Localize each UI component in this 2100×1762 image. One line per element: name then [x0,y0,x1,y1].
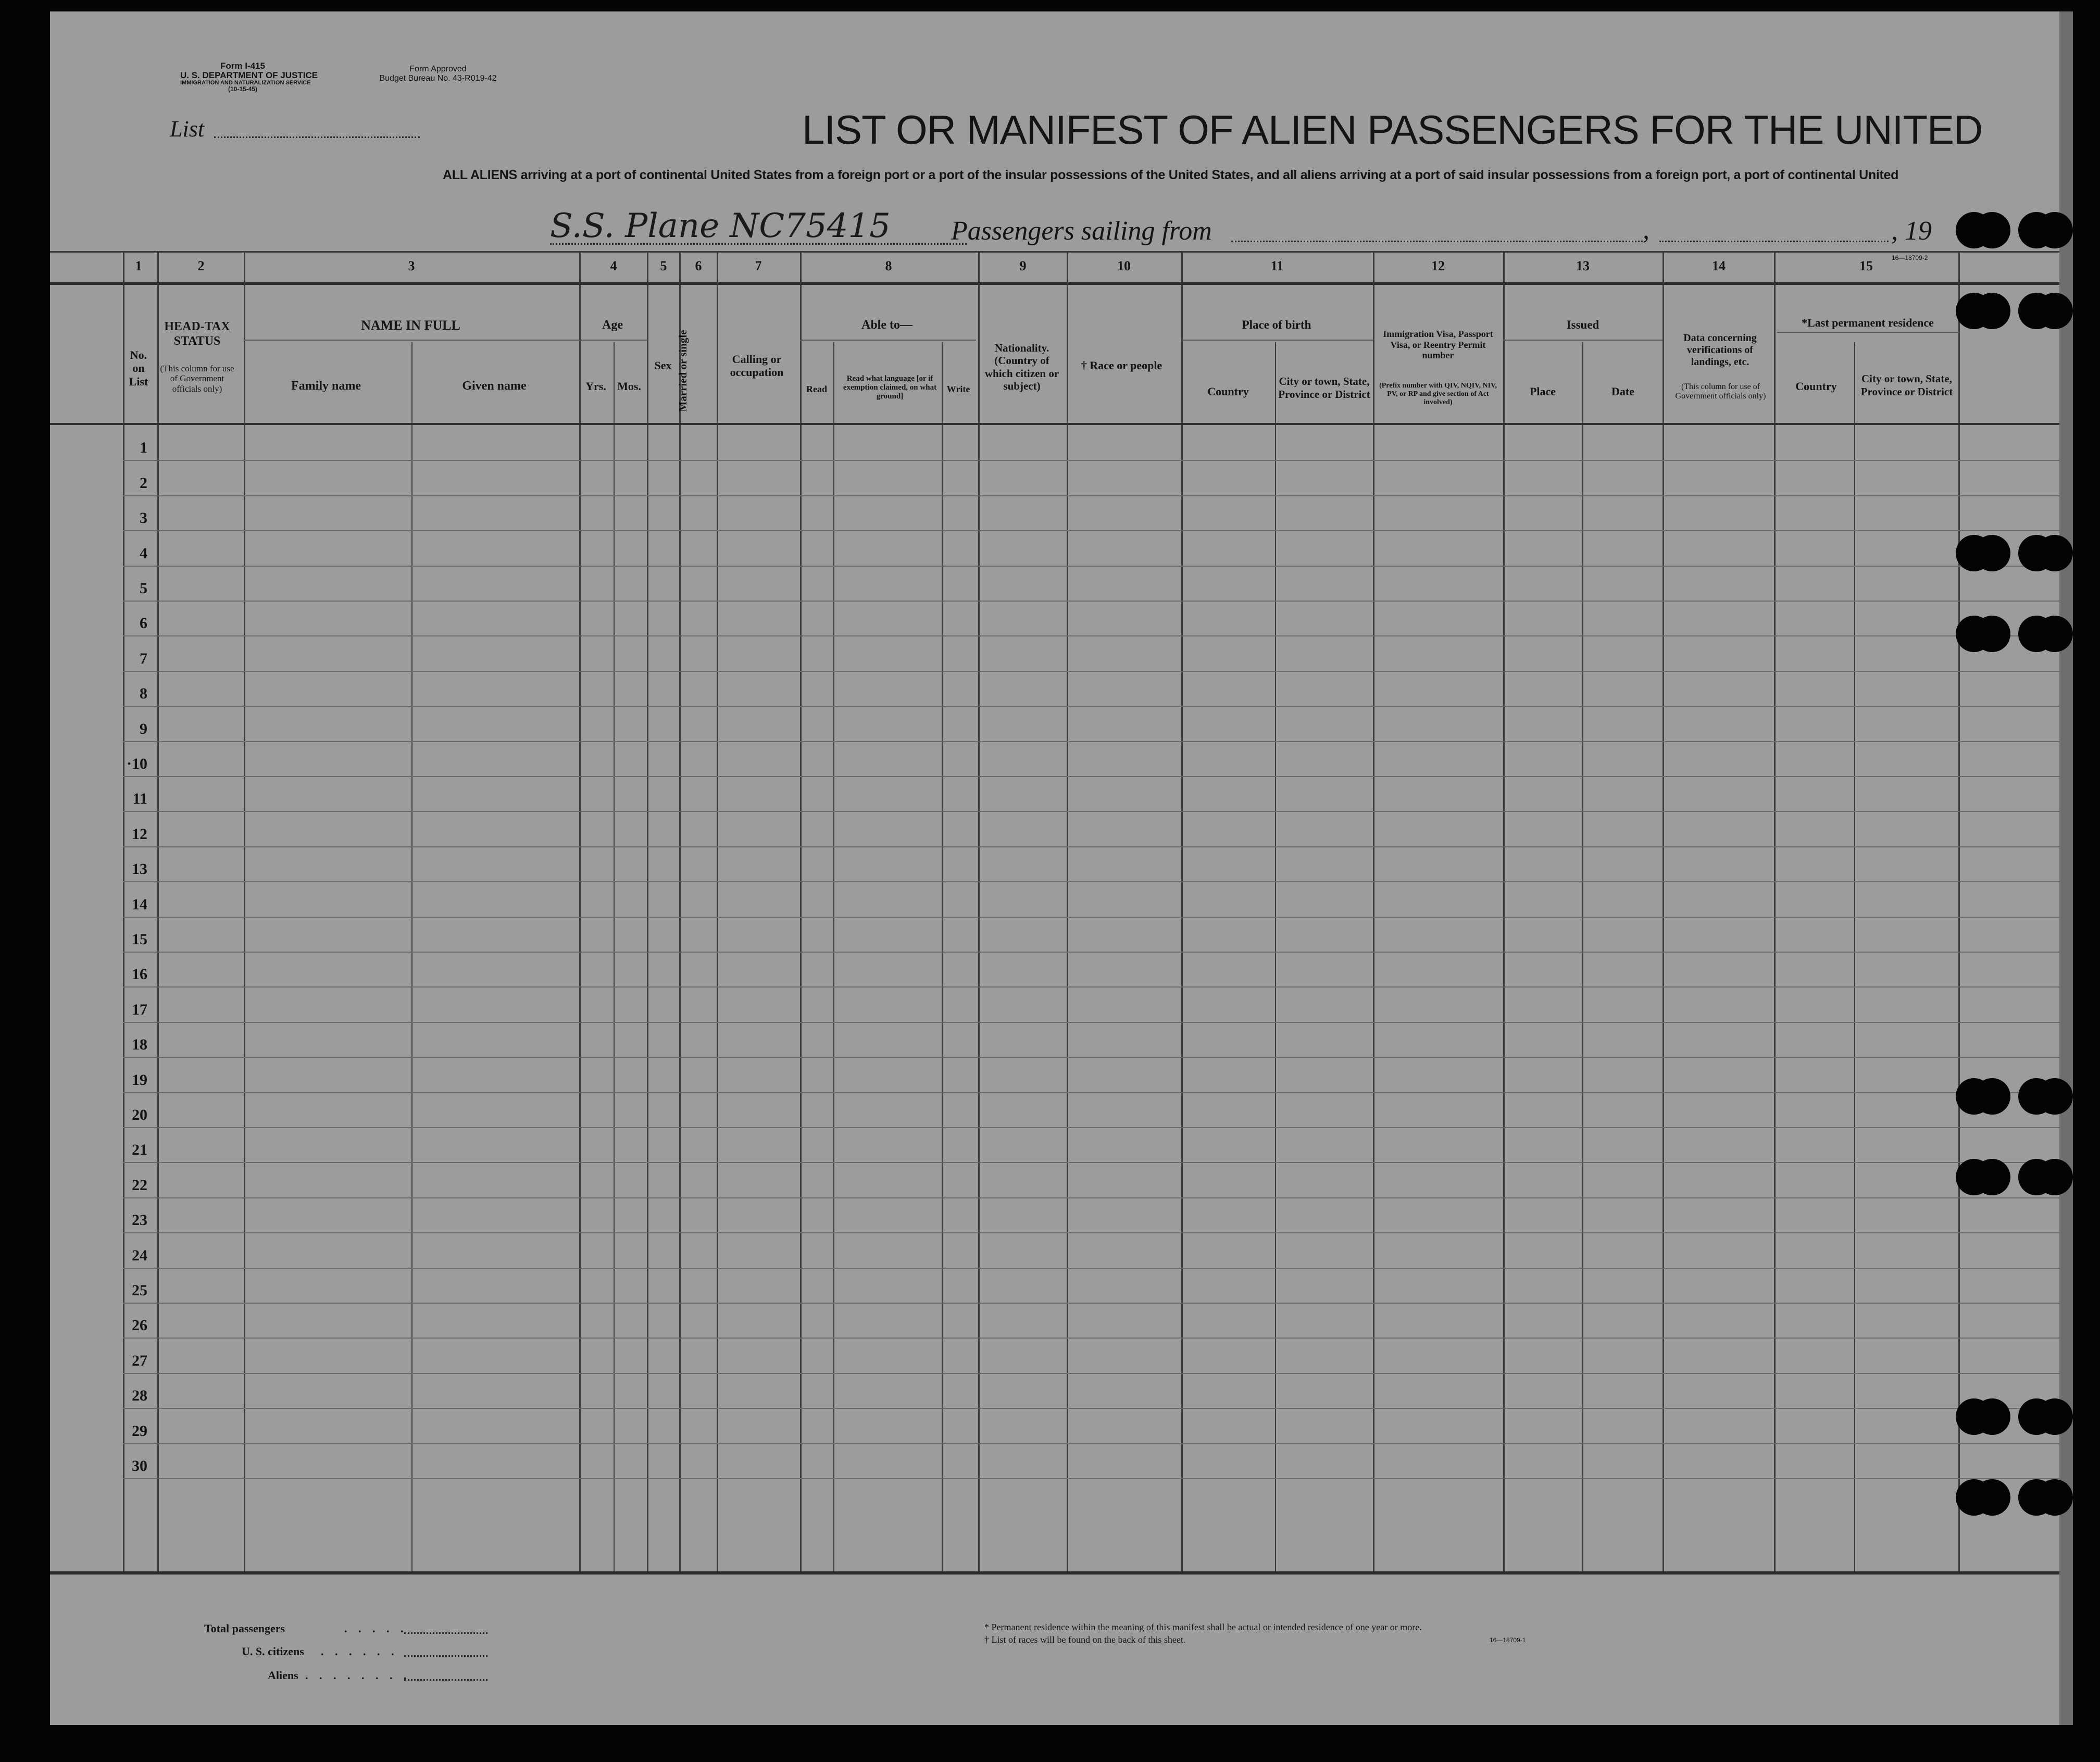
header-married: Married or single [676,330,689,412]
punch-hole [1974,535,2010,571]
column-number: 14 [1712,258,1726,273]
row-number: 25 [132,1282,147,1299]
table-row-rule [123,1268,2059,1269]
aliens-field[interactable] [404,1679,488,1681]
table-row-rule [123,495,2059,496]
column-rule [1067,252,1068,1573]
table-row-rule [123,671,2059,672]
column-number: 15 [1859,258,1873,273]
subtitle: ALL ALIENS arriving at a port of continental United States from a foreign port or a port of the insular possessions of the United States, and all aliens arriving at a port of said insular possessions from a foreign port, a port of continental United [443,168,1899,182]
vessel-line [550,243,967,245]
row-number: 12 [132,826,147,843]
column-number: 3 [408,258,415,273]
table-row-rule [123,1057,2059,1058]
punch-hole [2036,293,2073,329]
table-row-rule [123,986,2059,988]
punch-hole [2036,1479,2073,1516]
header-place-of-birth: Place of birth [1242,318,1311,332]
column-rule [1663,252,1664,1573]
punch-hole [2036,616,2073,652]
header-age: Age [602,318,623,332]
form-number: Form I-415 [220,61,265,71]
form-edition: (10-15-45) [228,85,258,93]
punch-hole [1974,1398,2010,1435]
page-edge [2059,11,2073,1725]
issued-subheader-rule [1503,340,1663,341]
row-number: 13 [132,860,147,878]
form-approved: Form Approved [409,65,467,73]
punch-hole [2036,1078,2073,1115]
header-head-tax: HEAD-TAX STATUS [164,320,230,348]
list-number-line[interactable] [214,136,420,138]
column-rule [978,252,980,1573]
header-given-name: Given name [462,379,527,393]
table-row-rule [123,1022,2059,1023]
page-title: LIST OR MANIFEST OF ALIEN PASSENGERS FOR THE UNITED [802,107,1983,153]
column-rule [579,252,581,1573]
punch-hole [2036,535,2073,571]
birth-subheader-rule [1182,340,1373,341]
header-name-in-full: NAME IN FULL [361,317,460,333]
header-res-country: Country [1795,380,1837,393]
able-subheader-rule [800,340,976,341]
column-rule [647,252,648,1573]
table-row-rule [123,635,2059,636]
us-citizens-label: U. S. citizens [242,1645,304,1658]
table-row-rule [123,1197,2059,1198]
header-head-tax-note: (This column for use of Government officials only) [160,363,234,394]
table-row-rule [123,952,2059,953]
column-number: 9 [1019,258,1027,273]
header-issued: Issued [1566,318,1599,332]
table-row-rule [123,1478,2059,1479]
header-mos: Mos. [617,380,641,393]
row-number: 2 [140,474,147,492]
age-subheader-rule [579,340,647,341]
table-row-rule [123,601,2059,602]
column-number: 6 [695,258,702,273]
column-number: 5 [660,258,667,273]
punch-hole [1974,1479,2010,1516]
header-birth-city: City or town, State, Province or District [1278,375,1370,401]
punch-hole [1974,293,2010,329]
punch-hole [1974,212,2010,248]
header-bottom-rule [50,423,2059,425]
column-rule [679,252,681,1573]
row-number: 17 [132,1001,147,1018]
column-rule [244,252,245,1573]
header-yrs: Yrs. [585,380,606,393]
row-number: 20 [132,1106,147,1123]
manifest-sheet [50,11,2059,1725]
header-res-city: City or town, State, Province or District [1860,372,1953,398]
table-row-rule [123,1127,2059,1128]
header-top-rule [50,282,2059,285]
name-subheader-rule [244,340,579,341]
row-number: 23 [132,1211,147,1229]
sub-column-rule [1854,342,1855,1572]
table-row-rule [123,1443,2059,1444]
sub-column-rule [614,342,615,1572]
row-number: 16 [132,966,147,983]
row-number: 26 [132,1317,147,1334]
row-number: ·10 [126,755,147,772]
row-number: 3 [140,509,147,527]
table-row-rule [123,1373,2059,1374]
total-passengers-field[interactable] [404,1632,488,1634]
column-rule [800,252,802,1573]
header-data-verif: Data concerning verifications of landings, etc. [1683,332,1757,368]
column-rule [1373,252,1374,1573]
row-number: 6 [140,615,147,632]
aliens-dots: . . . . . . . . [305,1669,411,1682]
column-number: 10 [1117,258,1131,273]
column-number: 4 [610,258,617,273]
sub-column-rule [411,342,413,1572]
table-bottom-rule [50,1571,2059,1574]
note-races: † List of races will be found on the back of this sheet. [984,1634,1186,1645]
list-label: List [170,116,205,142]
column-number: 11 [1270,258,1284,273]
table-row-rule [123,1408,2059,1409]
row-number: 18 [132,1036,147,1053]
table-row-rule [123,566,2059,567]
column-number: 12 [1431,258,1445,273]
sub-column-rule [1582,342,1583,1572]
total-passengers-label: Total passengers [204,1622,285,1635]
print-code-top: 16—18709-2 [1892,254,1928,261]
sub-column-rule [942,342,943,1572]
column-number: 1 [135,258,142,273]
us-citizens-dots: . . . . . . [321,1645,398,1658]
row-number: 30 [132,1457,147,1474]
table-row-rule [123,776,2059,777]
header-last-residence: *Last permanent residence [1802,316,1934,329]
table-row-rule [123,1232,2059,1233]
row-number: 14 [132,896,147,913]
year-prefix: , 19 [1891,216,1932,246]
header-issued-place: Place [1529,385,1556,398]
column-rule [1958,252,1960,1573]
sailing-port-line[interactable] [1231,241,1643,242]
header-visa-note: (Prefix number with QIV, NQIV, NIV, PV, or RP and give section of Act involved) [1379,381,1497,407]
form-id-block [180,61,318,93]
header-sex: Sex [654,359,672,372]
vessel-name-handwritten: S.S. Plane NC75415 [550,207,891,245]
print-code-bottom: 16—18709-1 [1490,1636,1526,1644]
table-row-rule [123,881,2059,882]
punch-hole [2036,212,2073,248]
header-read: Read [806,383,827,394]
table-row-rule [123,1338,2059,1339]
column-rule [1503,252,1505,1573]
table-row-rule [123,1092,2059,1093]
table-row-rule [123,530,2059,531]
column-rule [717,252,718,1573]
table-row-rule [123,917,2059,918]
table-row-rule [123,1303,2059,1304]
row-number: 5 [140,580,147,597]
table-row-rule [123,460,2059,461]
column-number: 7 [755,258,762,273]
note-residence: * Permanent residence within the meaning of this manifest shall be actual or intended residence of one year or more. [984,1622,1422,1632]
row-number: 22 [132,1177,147,1194]
punch-hole [2036,1398,2073,1435]
table-row-rule [123,741,2059,742]
row-number: 15 [132,931,147,948]
row-number: 8 [140,685,147,702]
sailing-date-line[interactable] [1659,241,1889,242]
punch-hole [1974,616,2010,652]
row-number: 9 [140,720,147,738]
table-row-rule [123,811,2059,812]
sub-column-rule [1275,342,1276,1572]
total-passengers-dots: . . . . . [344,1622,408,1635]
column-rule [1774,252,1776,1573]
header-write: Write [946,383,970,394]
service: IMMIGRATION AND NATURALIZATION SERVICE [180,79,311,86]
us-citizens-field[interactable] [404,1655,488,1657]
table-row-rule [123,846,2059,847]
header-no-on-list: No. on List [129,348,148,388]
column-rule [157,252,159,1573]
row-number: 27 [132,1352,147,1369]
department: U. S. DEPARTMENT OF JUSTICE [180,70,318,80]
punch-hole [2036,1159,2073,1195]
row-number: 19 [132,1071,147,1089]
punch-hole [1974,1159,2010,1195]
sub-column-rule [833,342,834,1572]
table-row-rule [123,1162,2059,1163]
column-number-top-rule [50,251,2059,253]
punch-hole [1974,1078,2010,1115]
row-number: 24 [132,1247,147,1264]
row-number: 1 [140,439,147,456]
column-number: 8 [885,258,892,273]
header-family-name: Family name [291,379,361,393]
row-number: 28 [132,1387,147,1404]
header-visa: Immigration Visa, Passport Visa, or Reentry Permit number [1383,328,1493,361]
approval-block [362,65,514,83]
header-race: † Race or people [1081,359,1162,372]
column-number: 2 [197,258,205,273]
column-rule [1181,252,1183,1573]
residence-subheader-rule [1777,332,1959,333]
column-number: 13 [1576,258,1590,273]
budget-number: Budget Bureau No. 43-R019-42 [379,73,497,83]
sailing-label: Passengers sailing from [951,216,1212,246]
header-data-verif-note: (This column for use of Government officials only) [1675,382,1766,401]
header-calling: Calling or occupation [730,352,784,379]
row-number: 29 [132,1422,147,1440]
row-number: 4 [140,545,147,562]
header-birth-country: Country [1207,385,1249,398]
sailing-comma: , [1643,215,1649,245]
row-number: 21 [132,1141,147,1158]
header-able-to: Able to— [861,318,913,332]
header-read-language: Read what language [or if exemption claimed, on what ground] [843,374,937,401]
row-number: 11 [132,790,147,807]
header-nationality: Nationality. (Country of which citizen or subject) [984,342,1059,392]
header-issued-date: Date [1611,385,1634,398]
aliens-label: Aliens [268,1669,298,1682]
row-number: 7 [140,650,147,667]
table-row-rule [123,706,2059,707]
